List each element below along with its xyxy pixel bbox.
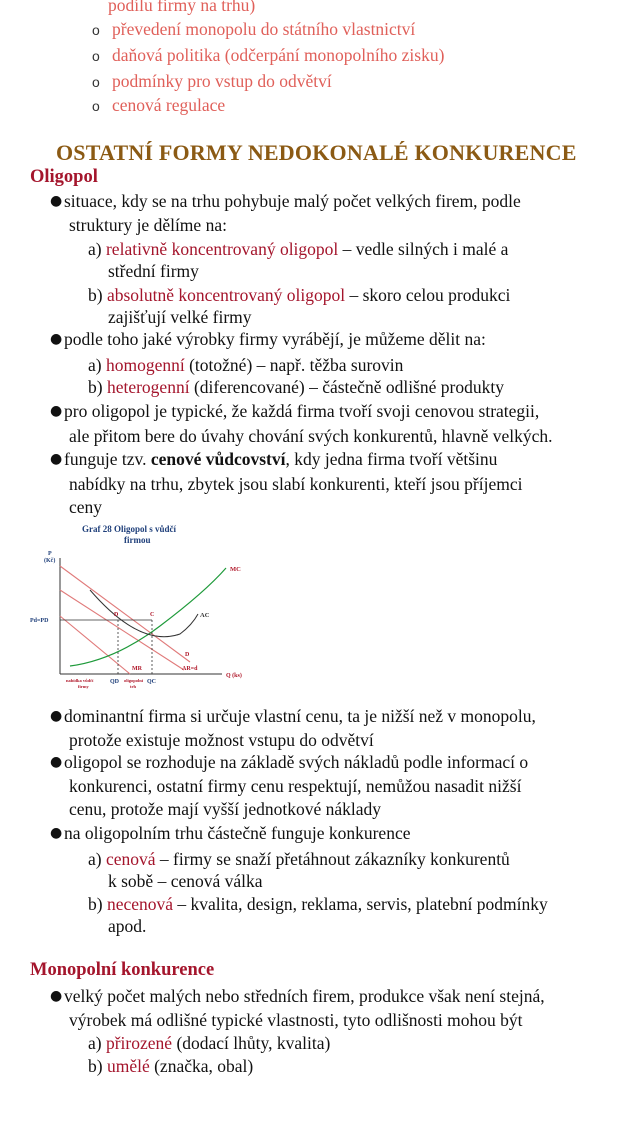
bullet-dot: ● (50, 451, 63, 467)
bullet-text-cont: ceny (69, 497, 103, 517)
qc-label: QC (147, 679, 156, 685)
term-cenova: cenová (105, 849, 156, 869)
term-absolute-oligopol: absolutně koncentrovaný oligopol (106, 285, 346, 305)
sub-marker: b) (88, 377, 103, 397)
leader-demand-line (60, 590, 184, 670)
bullet-text: pro oligopol je typické, že každá firma tvoří svoji cenovou strategii, (64, 401, 540, 421)
bullet-text-price-leadership (64, 448, 497, 470)
list-item: převedení monopolu do státního vlastnictví (112, 19, 416, 39)
sub-marker: a) (88, 355, 102, 375)
nabidka-label-cont: firmy (78, 684, 89, 689)
graph-title-line2: firmou (124, 535, 151, 545)
sub-item-heterogenni (88, 376, 504, 398)
bullet-text-cont: cenu, protože mají vyšší jednotkové náklady (69, 799, 382, 819)
mc-label: MC (230, 566, 241, 573)
sub-text-cont: apod. (108, 916, 147, 936)
list-bullet: o (92, 74, 100, 90)
sub-item-necenova (88, 893, 548, 915)
sub-text-cont: k sobě – cenová válka (108, 871, 263, 891)
bullet-text: velký počet malých nebo středních firem, produkce však není stejná, (64, 986, 545, 1006)
bullet-text-cont: konkurenci, ostatní firmy cenu respektují, nemůžou nasadit nižší (69, 776, 522, 796)
oligopol-trh-label: oligopolní (124, 678, 144, 683)
bullet-text-cont: výrobek má odlišné typické vlastnosti, tyto odlišnosti mohou být (69, 1010, 523, 1030)
d-point-label: D (114, 612, 119, 618)
sub-text: – firmy se snaží přetáhnout zákazníky konkurentů (159, 849, 510, 869)
sub-item-prirozene (88, 1032, 330, 1054)
nabidka-label: nabídka vůdčí (66, 678, 94, 683)
bullet-text-cont: struktury je dělíme na: (69, 215, 227, 235)
list-bullet: o (92, 98, 100, 114)
sub-marker: b) (88, 285, 103, 305)
term-prirozene: přirozené (105, 1033, 173, 1053)
y-axis-label: P (48, 551, 52, 557)
oligopol-trh-label-cont: trh (130, 684, 136, 689)
sub-marker: a) (88, 239, 102, 259)
y-axis-unit: (Kč) (44, 558, 56, 564)
bullet-dot: ● (50, 708, 63, 724)
qd-label: QD (110, 679, 119, 685)
oligopol-heading: Oligopol (30, 167, 98, 187)
sub-text: – kvalita, design, reklama, servis, platební podmínky (177, 894, 548, 914)
sub-item-a (88, 238, 508, 260)
sub-text: – skoro celou produkci (349, 285, 511, 305)
sub-marker: b) (88, 894, 103, 914)
bullet-dot: ● (50, 403, 63, 419)
bullet-dot: ● (50, 331, 63, 347)
sub-text: (totožné) – např. těžba surovin (189, 355, 404, 375)
graph-title-line1: Graf 28 Oligopol s vůdčí (82, 524, 177, 534)
sub-text: (diferencované) – částečně odlišné produkty (193, 377, 504, 397)
section-title: OSTATNÍ FORMY NEDOKONALÉ KONKURENCE (56, 140, 577, 165)
list-bullet: o (92, 48, 100, 64)
sub-text-cont: střední firmy (108, 261, 199, 281)
ac-curve (90, 590, 198, 637)
cut-off-line: podílu firmy na trhu) (108, 0, 256, 15)
sub-text: (dodací lhůty, kvalita) (176, 1033, 331, 1053)
bullet-dot: ● (50, 193, 63, 209)
bullet-text: oligopol se rozhoduje na základě svých nákladů podle informací o (64, 752, 529, 772)
sub-item-umele (88, 1055, 253, 1077)
bullet-dot: ● (50, 825, 63, 841)
ar-label: AR=d (182, 666, 198, 672)
term-cenove-vudcovstvi: cenové vůdcovství (150, 449, 286, 469)
sub-marker: a) (88, 1033, 102, 1053)
term-heterogenni: heterogenní (106, 377, 190, 397)
term-relative-oligopol: relativně koncentrovaný oligopol (105, 239, 339, 259)
d-curve-label: D (185, 652, 190, 658)
pd-label: Pd=PD (30, 618, 49, 624)
mr-label: MR (132, 666, 142, 672)
term-homogenni: homogenní (105, 355, 185, 375)
mr-line (60, 616, 130, 674)
bullet-text-cont: ale přitom bere do úvahy chování svých konkurentů, hlavně velkých. (69, 426, 553, 446)
c-point-label: C (150, 612, 155, 618)
bullet-dot: ● (50, 988, 63, 1004)
text-run: , kdy jedna firma tvoří většinu (285, 449, 498, 469)
list-item: podmínky pro vstup do odvětví (112, 71, 332, 91)
bullet-text: podle toho jaké výrobky firmy vyrábějí, je můžeme dělit na: (64, 329, 486, 349)
x-axis-label: Q (ks) (226, 673, 242, 679)
sub-item-cenova (88, 848, 510, 870)
sub-text-cont: zajišťují velké firmy (108, 307, 252, 327)
sub-text: (značka, obal) (154, 1056, 254, 1076)
bullet-text: situace, kdy se na trhu pohybuje malý počet velkých firem, podle (64, 191, 521, 211)
sub-item-homogenni (88, 354, 403, 376)
sub-text: – vedle silných i malé a (342, 239, 509, 259)
list-item: daňová politika (odčerpání monopolního zisku) (112, 45, 445, 65)
bullet-dot: ● (50, 754, 63, 770)
bullet-text-cont: nabídky na trhu, zbytek jsou slabí konkurenti, kteří jsou příjemci (69, 474, 523, 494)
bullet-text: dominantní firma si určuje vlastní cenu, ta je nižší než v monopolu, (64, 706, 536, 726)
oligopoly-graph (30, 520, 270, 695)
monopolni-heading: Monopolní konkurence (30, 960, 215, 980)
sub-item-b (88, 284, 510, 306)
term-umele: umělé (106, 1056, 150, 1076)
bullet-text: na oligopolním trhu částečně funguje konkurence (64, 823, 411, 843)
list-item: cenová regulace (112, 95, 226, 115)
ac-label: AC (200, 612, 210, 619)
list-bullet: o (92, 22, 100, 38)
sub-marker: b) (88, 1056, 103, 1076)
term-necenova: necenová (106, 894, 174, 914)
sub-marker: a) (88, 849, 102, 869)
text-run: funguje tzv. (64, 449, 147, 469)
bullet-text-cont: protože existuje možnost vstupu do odvětví (69, 730, 374, 750)
